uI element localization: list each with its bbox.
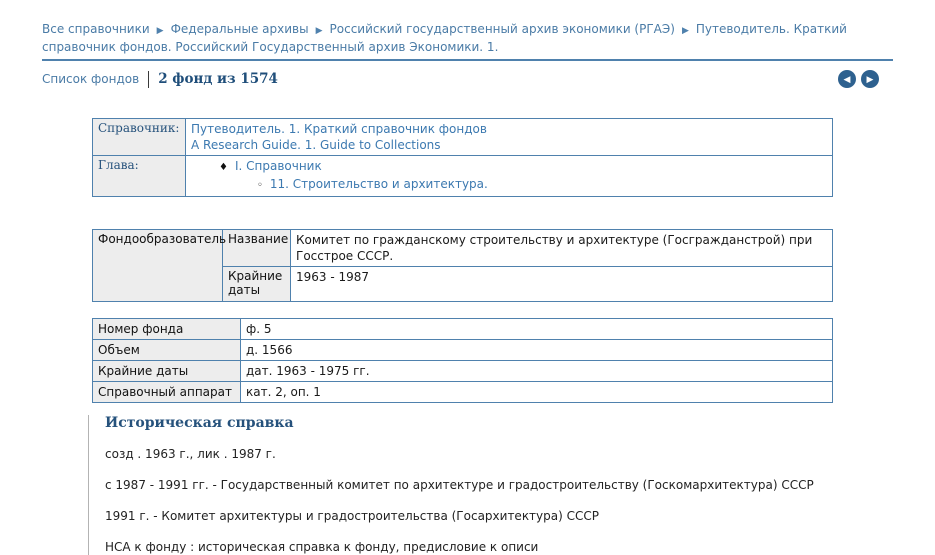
fund-pager bbox=[838, 70, 893, 88]
reference-label: Справочник: bbox=[93, 119, 186, 156]
historical-note-paragraph: созд . 1963 г., лик . 1987 г. bbox=[105, 447, 276, 461]
header-divider-line bbox=[42, 59, 893, 61]
fund-list-link[interactable]: Список фондов bbox=[42, 72, 140, 86]
fund-volume-value: д. 1566 bbox=[241, 340, 833, 361]
breadcrumb-arrow-icon: ▶ bbox=[315, 26, 323, 36]
breadcrumb-arrow-icon: ▶ bbox=[681, 26, 689, 36]
guide-info-table bbox=[92, 118, 833, 197]
breadcrumb-link-federal-archives[interactable]: Федеральные архивы bbox=[170, 22, 309, 36]
breadcrumb bbox=[42, 21, 893, 55]
table-row bbox=[93, 119, 833, 156]
fund-position-counter: 2 фонд из 1574 bbox=[158, 71, 278, 87]
table-row bbox=[93, 340, 833, 361]
guide-title-ru-link[interactable]: Путеводитель. 1. Краткий справочник фондов bbox=[191, 122, 487, 136]
table-row bbox=[93, 319, 833, 340]
fund-details-table bbox=[92, 318, 833, 403]
chapter-item-level2 bbox=[191, 176, 827, 194]
fund-number-value: ф. 5 bbox=[241, 319, 833, 340]
table-row bbox=[93, 156, 833, 197]
fund-reference-apparatus-label: Справочный аппарат bbox=[93, 382, 241, 403]
reference-value-cell bbox=[186, 119, 833, 156]
historical-note-paragraph: НСА к фонду : историческая справка к фонду, предисловие к описи bbox=[105, 540, 539, 554]
historical-note-paragraph: 1991 г. - Комитет архитектуры и градостроительства (Госархитектура) СССР bbox=[105, 509, 599, 523]
bullet-circle-icon: ◦ bbox=[257, 180, 263, 191]
creator-name-value: Комитет по гражданскому строительству и архитектуре (Госгражданстрой) при Госстрое СССР. bbox=[291, 230, 833, 267]
table-row bbox=[93, 361, 833, 382]
breadcrumb-link-rgae[interactable]: Российский государственный архив экономики (РГАЭ) bbox=[329, 22, 675, 36]
creator-name-label: Название bbox=[223, 230, 291, 267]
prev-icon: ◀ bbox=[843, 73, 851, 84]
fund-number-label: Номер фонда bbox=[93, 319, 241, 340]
fund-reference-apparatus-value: кат. 2, оп. 1 bbox=[241, 382, 833, 403]
fund-dates-label: Крайние даты bbox=[93, 361, 241, 382]
table-row bbox=[93, 382, 833, 403]
next-fund-button[interactable] bbox=[861, 70, 879, 88]
next-icon: ▶ bbox=[866, 73, 874, 84]
toolbar bbox=[42, 68, 893, 90]
fund-creator-table bbox=[92, 229, 833, 302]
chapter-item-level1 bbox=[191, 158, 827, 176]
chapter-label: Глава: bbox=[93, 156, 186, 197]
fund-volume-label: Объем bbox=[93, 340, 241, 361]
breadcrumb-link-guide[interactable]: Путеводитель. Краткий справочник фондов. Российский Государственный архив Экономики. 1. bbox=[42, 22, 847, 54]
fund-dates-value: дат. 1963 - 1975 гг. bbox=[241, 361, 833, 382]
table-row bbox=[93, 230, 833, 267]
bullet-diamond-icon: ♦ bbox=[219, 162, 228, 173]
historical-note-title: Историческая справка bbox=[105, 415, 294, 431]
guide-title-en-link[interactable]: A Research Guide. 1. Guide to Collections bbox=[191, 138, 441, 152]
chapter-link-subsection[interactable]: 11. Строительство и архитектура. bbox=[269, 177, 488, 191]
chapter-value-cell bbox=[186, 156, 833, 197]
breadcrumb-link-all-guides[interactable]: Все справочники bbox=[42, 22, 150, 36]
historical-note-paragraph: с 1987 - 1991 гг. - Государственный комитет по архитектуре и градостроительству (Госкомархитектура) СССР bbox=[105, 478, 814, 492]
creator-dates-value: 1963 - 1987 bbox=[291, 267, 833, 302]
creator-label: Фондообразователь bbox=[93, 230, 223, 302]
breadcrumb-arrow-icon: ▶ bbox=[156, 26, 164, 36]
previous-fund-button[interactable] bbox=[838, 70, 856, 88]
historical-note-section bbox=[88, 415, 935, 555]
toolbar-divider bbox=[148, 71, 149, 88]
chapter-link-section[interactable]: I. Справочник bbox=[234, 159, 322, 173]
creator-dates-label: Крайние даты bbox=[223, 267, 291, 302]
